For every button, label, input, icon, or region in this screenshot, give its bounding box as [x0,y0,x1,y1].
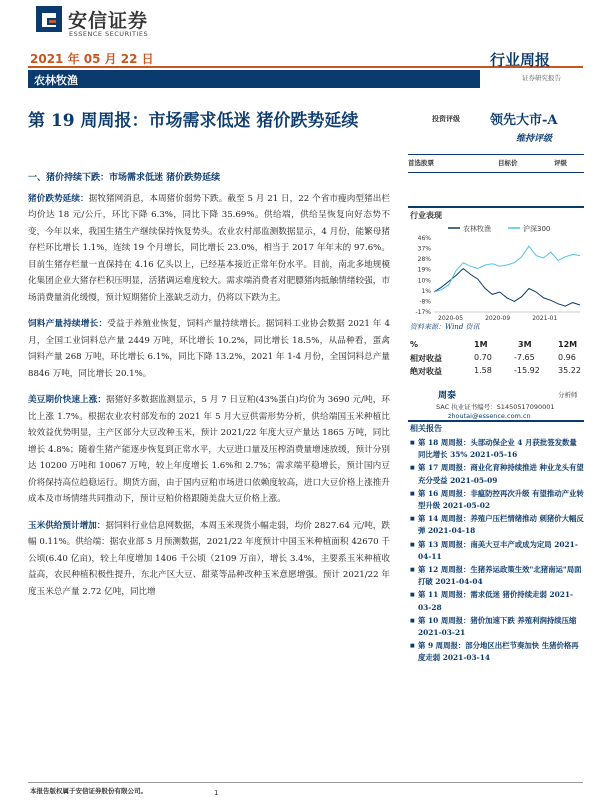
y-tick-label: 19% [417,266,431,274]
paragraph-lead: 饲料产量持续增长： [28,319,108,329]
report-body [28,170,390,610]
perf-divider [408,206,584,208]
perf-header-cell: 3M [518,340,532,349]
perf-chart [404,218,584,322]
perf-cell: -15.92 [514,366,540,375]
list-item[interactable]: ■ 第 17 周周报：商业化育种持续推进 种业龙头有望充分受益 2021-05-09 [410,462,584,486]
page-title: 第 19 周周报：市场需求低迷 猪价跌势延续 [28,111,359,131]
list-item[interactable]: ■ 第 11 周周报：需求低迷 猪价持续走弱 2021-03-28 [410,589,584,613]
report-type: 行业周报 [490,51,551,69]
stock-col-2: 目标价 [498,159,518,167]
series-line-index [434,246,580,292]
paragraph-pig-price [28,191,390,307]
list-item[interactable]: ■ 第 9 周周报：部分地区出栏节奏加快 生猪价格再度走弱 2021-03-14 [410,640,584,664]
perf-cell: 35.22 [558,366,581,375]
rating-sub: 维持评级 [516,134,553,144]
table-row [410,353,584,366]
y-tick-label: 1% [421,287,431,295]
report-date: 2021 年 05 月 22 日 [30,52,154,66]
brand-logo-icon [36,6,62,32]
paragraph-corn [28,518,390,601]
analyst-cert: SAC 执业证书编号：S1450517090001 [436,403,555,411]
y-tick-label: -8% [419,298,431,306]
paragraph-lead: 美豆期价快速上涨： [28,395,107,405]
section-heading: 一、猪价持续下跌：市场需求低迷 猪价跌势延续 [28,173,221,183]
perf-cell: 1.58 [474,366,492,375]
x-tick-label: 2020-05 [438,315,464,322]
list-item[interactable]: ■ 第 10 周周报：猪价加速下跌 养殖利润持续压缩 2021-03-21 [410,615,584,639]
brand-name-en: ESSENCE SECURITIES [69,30,149,38]
list-item[interactable]: ■ 第 16 周周报：非瘟防控再次升级 有望推动产业转型升级 2021-05-02 [410,488,584,512]
paragraph-feed [28,316,390,382]
x-tick-label: 2020-09 [485,315,511,322]
sector-label: 农林牧渔 [34,74,78,87]
perf-header-cell: 1M [474,340,488,349]
footer-divider [28,782,583,783]
brand-name-cn: 安信证券 [68,10,149,32]
y-tick-label: 10% [417,277,431,285]
perf-row-label: 绝对收益 [410,367,442,376]
series-line-sector [434,269,580,307]
sector-band [28,70,480,88]
page-number: 1 [214,789,219,797]
perf-table-header [410,340,584,353]
perf-table [410,340,584,379]
perf-header-cell: % [410,340,419,349]
stock-col-3: 评级 [554,159,567,167]
table-row [410,366,584,379]
legend-label-sector: 农林牧渔 [463,225,491,233]
paragraph-text: 据饲料行业信息网数据，本周玉米现货小幅走弱，均价 2827.64 元/吨，跌幅 0.11%。供给端：据农业部 5 月预测数据，2021/22 年度预计中国玉米种植面积 42670 千公顷(6.40 亿亩)，较上年度增加 1406 千公顷（2109 万亩），增长 3.4%，主要系玉米种植收益高，农民种植积极性提升，东北产区大豆、甜菜等品种改种玉米意愿增强。预计 2021/22 年度玉米总产量 2.72 亿吨，同比增 [28,520,390,597]
list-item[interactable]: ■ 第 13 周周报：南美大豆丰产或成为定局 2021-04-11 [410,539,584,563]
stock-divider-top [408,154,584,155]
related-reports [410,423,584,666]
perf-cell: -7.65 [514,353,535,362]
chart-legend [448,224,550,233]
stock-col-1: 首选股票 [408,159,434,167]
list-item[interactable]: ■ 第 14 周周报：养殖户压栏情绪推动 刺猪价大幅反弹 2021-04-18 [410,513,584,537]
analyst-role: 分析师 [558,391,578,399]
paragraph-soybean [28,392,390,508]
paragraph-lead: 玉米供给预计增加： [28,520,106,531]
related-divider [408,420,584,422]
y-tick-label: 37% [417,245,431,253]
stock-divider-bottom [408,172,584,173]
chart-source: 资料来源：Wind 资讯 [410,323,480,331]
paragraph-text: 受益于养殖业恢复，饲料产量持续增长。据饲料工业协会数据 2021 年 4 月，全国工业饲料总产量 2449 万吨，环比增长 10.2%，同比增长 18.5%，从品种看，蛋禽饲料产量 268 万吨，环比增长 6.1%，同比下降 13.2%，2021 年 1-4 月份，全国饲料总产量 8846 万吨，同比增长 20.1%。 [28,319,390,379]
list-item[interactable]: ■ 第 12 周周报：生猪养运政策生效"北猪南运"局面打破 2021-04-04 [410,564,584,588]
footer-text: 本报告版权属于安信证券股份有限公司。 [30,787,147,795]
legend-label-index: 沪深300 [523,225,551,233]
list-item[interactable]: ■ 第 18 周周报：头部动保企业 4 月获批签发数量同比增长 35% 2021-05-16 [410,437,584,461]
rating-label: 投资评级 [432,115,460,123]
paragraph-text: 据猪好多数据监测显示，5 月 7 日豆粕(43%蛋白)均价为 3690 元/吨，环比上涨 1.7%。根据农业农村部发布的 2021 年 5 月大豆供需形势分析，供给端国玉米种植比较效益优势明显，主产区部分大豆改种玉米，预计 2021/22 年度大豆产量达 1865 万吨，同比增长 4.8%；随着生猪产能逐步恢复到正常水平，大豆进口量及压榨消费量增速放缓，预计分别达 10200 万吨和 10067 万吨，较上年度增长 1.6%和 2.7%；需求端平稳增长，预计国内豆价将保持高位趋稳运行。期货方面，由于国内豆粕市场进口依赖度较高，进口大豆价格上涨推升成本及市场情绪共同推动下，预计豆粕价格跟随美盘大豆价格上涨。 [28,395,390,504]
related-title: 相关报告 [410,423,442,433]
analyst-name: 周泰 [438,391,457,401]
report-subtitle: 证券研究报告 [522,74,561,82]
y-tick-label: 46% [417,235,431,242]
paragraph-text: 据牧猪网消息，本周猪价弱势下跌。截至 5 月 21 日，22 个省市瘦肉型猪出栏均价达 18 元/公斤，环比下降 6.3%，同比下降 35.69%。供给端，供给呈恢复向好态势不变，今年以来，我国生猪生产继续保持恢复势头。农业农村部监测数据显示，4 月份，能繁母猪存栏环比增长 1.1%，连续 19 个月增长，同比增长 23.0%，相当于 2017 年年末的 97.6%。目前生猪存栏量一直保持在 4.16 亿头以上，已经基本接近正常年份水平。目前，南北多地规模化集团企业大猪存栏积压明显，活猪调运难度较大。需求端消费者对肥膘猪肉抵触情绪较强，市场消费量消化缓慢，预计短期猪价上涨缺乏动力，仍将以下跌为主。 [28,193,390,303]
perf-row-label: 相对收益 [410,354,442,363]
paragraph-lead: 猪价跌势延续： [28,193,89,204]
perf-cell: 0.70 [474,353,492,362]
rating-value: 领先大市-A [490,113,558,128]
perf-header-cell: 12M [558,340,578,349]
perf-title: 行业表现 [410,211,442,220]
y-tick-label: -17% [415,309,431,316]
x-tick-label: 2021-01 [532,315,558,322]
perf-cell: 0.96 [558,353,576,362]
analyst-email[interactable]: zhoutai@essence.com.cn [448,412,531,420]
y-tick-label: 28% [417,256,431,264]
